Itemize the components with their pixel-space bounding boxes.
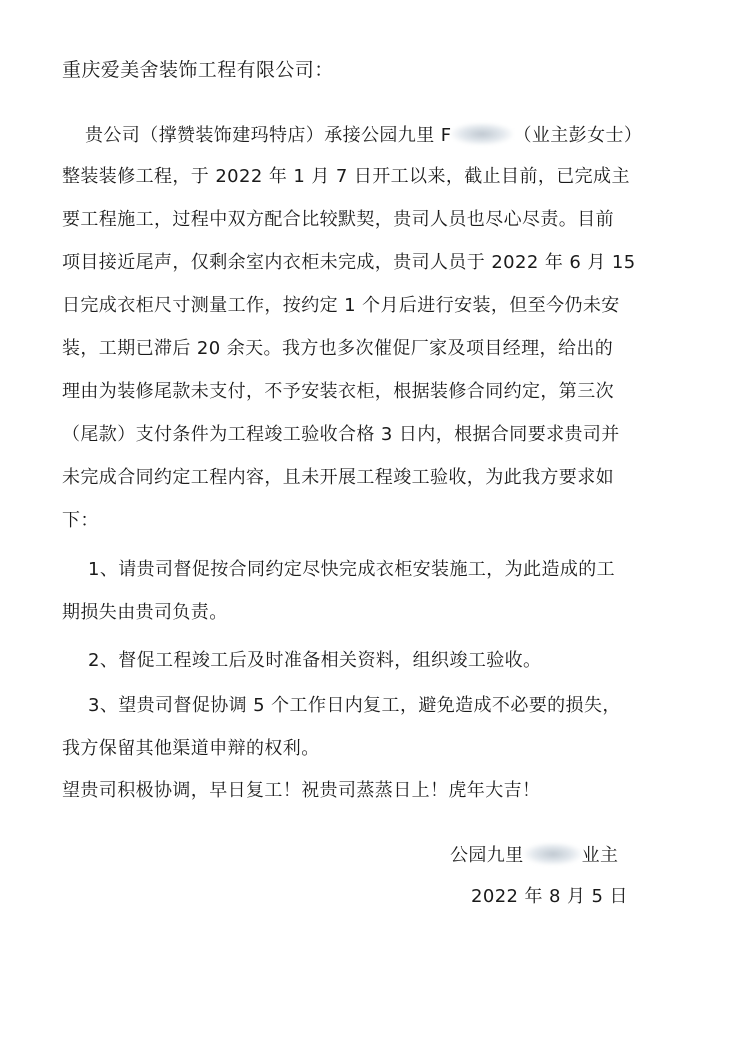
request-item-1-line-2: 期损失由贵司负责。 bbox=[62, 602, 228, 623]
body-line-8: （尾款）支付条件为工程竣工验收合格 3 日内，根据合同要求贵司并 bbox=[62, 424, 620, 445]
request-item-2: 2、督促工程竣工后及时准备相关资料，组织竣工验收。 bbox=[88, 650, 542, 671]
body-line-2: 整装装修工程，于 2022 年 1 月 7 日开工以来，截止目前，已完成主 bbox=[62, 166, 630, 187]
request-item-3-line-1: 3、望贵司督促协调 5 个工作日内复工，避免造成不必要的损失， bbox=[88, 695, 621, 716]
body-line-7: 理由为装修尾款未支付，不予安装衣柜，根据装修合同约定，第三次 bbox=[62, 381, 614, 402]
body-line-10: 下： bbox=[62, 510, 99, 531]
body-line-3: 要工程施工，过程中双方配合比较默契，贵司人员也尽心尽责。目前 bbox=[62, 209, 614, 230]
closing-line: 望贵司积极协调，早日复工！祝贵司蒸蒸日上！虎年大吉！ bbox=[62, 780, 541, 801]
body-line-1-part-b: （业主彭女士） bbox=[513, 125, 643, 146]
signature-prefix: 公园九里 bbox=[450, 845, 524, 866]
request-item-1-line-1: 1、请贵司督促按合同约定尽快完成衣柜安装施工，为此造成的工 bbox=[88, 559, 616, 580]
redaction-blur bbox=[451, 123, 513, 145]
body-line-1 bbox=[85, 123, 642, 148]
redaction-blur bbox=[524, 843, 582, 865]
request-item-3-line-2: 我方保留其他渠道申辩的权利。 bbox=[62, 738, 320, 759]
body-line-9: 未完成合同约定工程内容，且未开展工程竣工验收，为此我方要求如 bbox=[62, 467, 614, 488]
signature bbox=[450, 843, 618, 868]
body-line-1-part-a: 贵公司（撑赞装饰建玛特店）承接公园九里 F bbox=[85, 125, 452, 146]
letter-date: 2022 年 8 月 5 日 bbox=[471, 886, 628, 907]
salutation: 重庆爱美舍装饰工程有限公司： bbox=[62, 59, 334, 81]
body-line-4: 项目接近尾声，仅剩余室内衣柜未完成，贵司人员于 2022 年 6 月 15 bbox=[62, 252, 636, 273]
signature-suffix: 业主 bbox=[581, 845, 619, 866]
body-line-5: 日完成衣柜尺寸测量工作，按约定 1 个月后进行安装，但至今仍未安 bbox=[62, 295, 620, 316]
body-line-6: 装，工期已滞后 20 余天。我方也多次催促厂家及项目经理，给出的 bbox=[62, 338, 614, 359]
